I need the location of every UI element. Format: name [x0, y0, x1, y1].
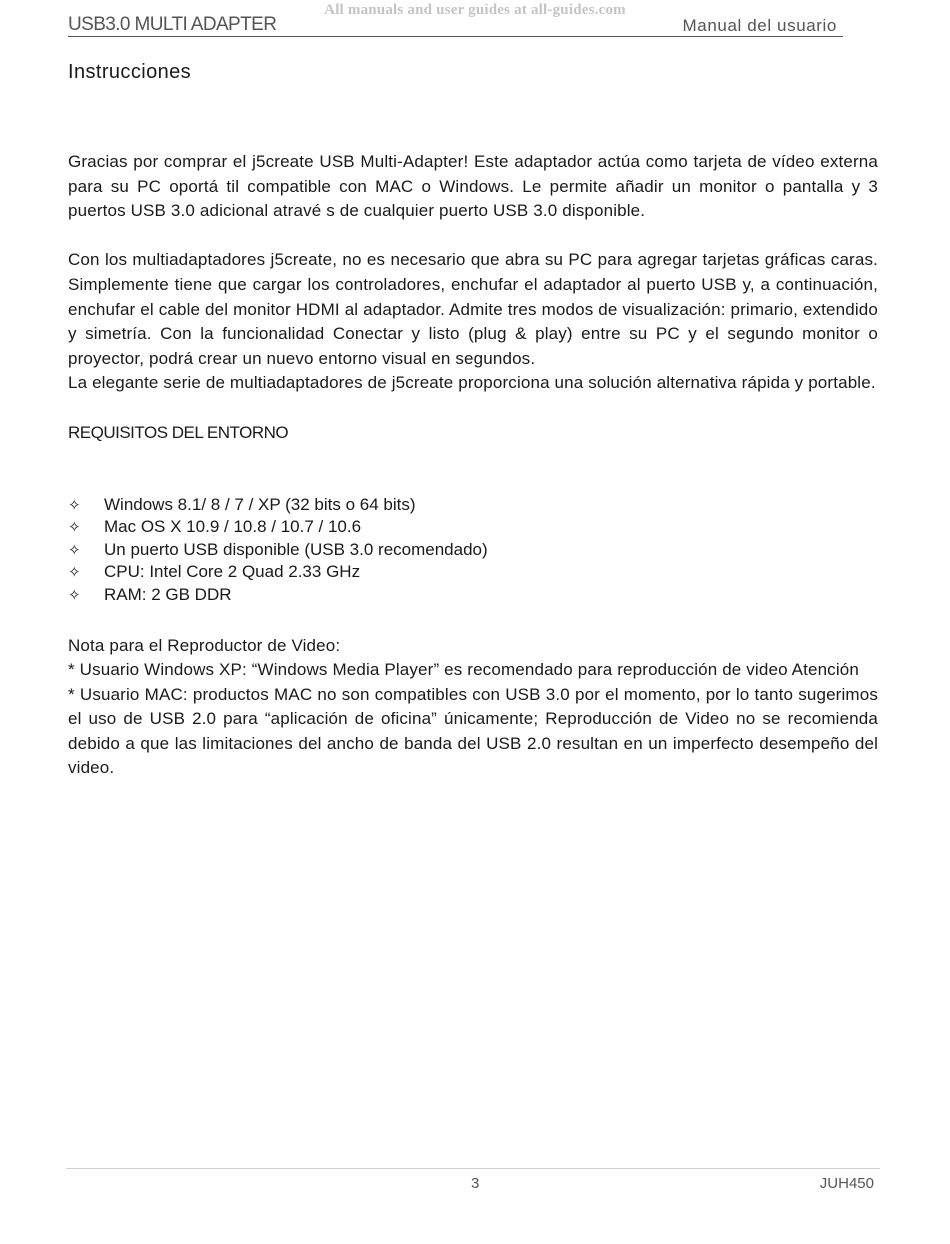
requirement-text: RAM: 2 GB DDR: [104, 584, 232, 604]
intro-paragraph: Gracias por comprar el j5create USB Multi-Adapter! Este adaptador actúa como tarjeta de vídeo externa para su PC oportá til compatible con MAC o Windows. Le permite añadir un monitor o pantalla y 3 puertos USB 3.0 adicional atravé s de cualquier puerto USB 3.0 disponible.: [68, 152, 878, 221]
watermark: All manuals and user guides at all-guides.com: [324, 2, 626, 18]
list-item: [68, 561, 878, 584]
requirement-text: CPU: Intel Core 2 Quad 2.33 GHz: [104, 562, 361, 582]
header-product-name: USB3.0 MULTI ADAPTER: [68, 14, 277, 35]
requirement-text: Un puerto USB disponible (USB 3.0 recomendado): [104, 539, 488, 559]
page-footer: [66, 1168, 880, 1192]
note-mac: * Usuario MAC: productos MAC no son compatibles con USB 3.0 por el momento, por lo tanto sugerimos el uso de USB 2.0 para “aplicación de oficina” únicamente; Reproducción de Video no se recomienda debido a que las limitaciones del ancho de banda del USB 2.0 resultan en un imperfecto desempeño del video.: [68, 684, 878, 778]
star-bullet-icon: ✧: [68, 495, 81, 514]
list-item: [68, 494, 878, 517]
list-item: [68, 584, 878, 607]
description-paragraph: Con los multiadaptadores j5create, no es necesario que abra su PC para agregar tarjetas gráficas caras. Simplemente tiene que cargar los controladores, enchufar el adaptador al puerto USB y, a continuación, enchufar el cable del monitor HDMI al adaptador. Admite tres modos de visualización: primario, extendido y simetría. Con la funcionalidad Conectar y listo (plug & play) entre su PC y el segundo monitor o proyector, podrá crear un nuevo entorno visual en segundos.: [68, 250, 878, 368]
star-bullet-icon: ✧: [68, 585, 81, 604]
note-windows: * Usuario Windows XP: “Windows Media Player” es recomendado para reproducción de video Atención: [68, 660, 859, 680]
list-item: [68, 539, 878, 562]
star-bullet-icon: ✧: [68, 540, 81, 559]
star-bullet-icon: ✧: [68, 563, 81, 582]
requirement-text: Mac OS X 10.9 / 10.8 / 10.7 / 10.6: [104, 517, 362, 537]
section-title: Instrucciones: [68, 61, 192, 83]
list-item: [68, 516, 878, 539]
page-number: 3: [471, 1175, 480, 1192]
requirements-list: [68, 494, 878, 607]
page-header: [68, 12, 843, 37]
model-number: JUH450: [819, 1175, 874, 1192]
star-bullet-icon: ✧: [68, 518, 81, 537]
page-content: [68, 58, 878, 781]
requirement-text: Windows 8.1/ 8 / 7 / XP (32 bits o 64 bits): [104, 494, 416, 514]
series-paragraph: La elegante serie de multiadaptadores de j5create proporciona una solución alternativa rápida y portable.: [68, 373, 876, 393]
note-title: Nota para el Reproductor de Video:: [68, 635, 341, 655]
header-manual-title: Manual del usuario: [682, 16, 837, 35]
requirements-title: REQUISITOS DEL ENTORNO: [68, 422, 289, 442]
